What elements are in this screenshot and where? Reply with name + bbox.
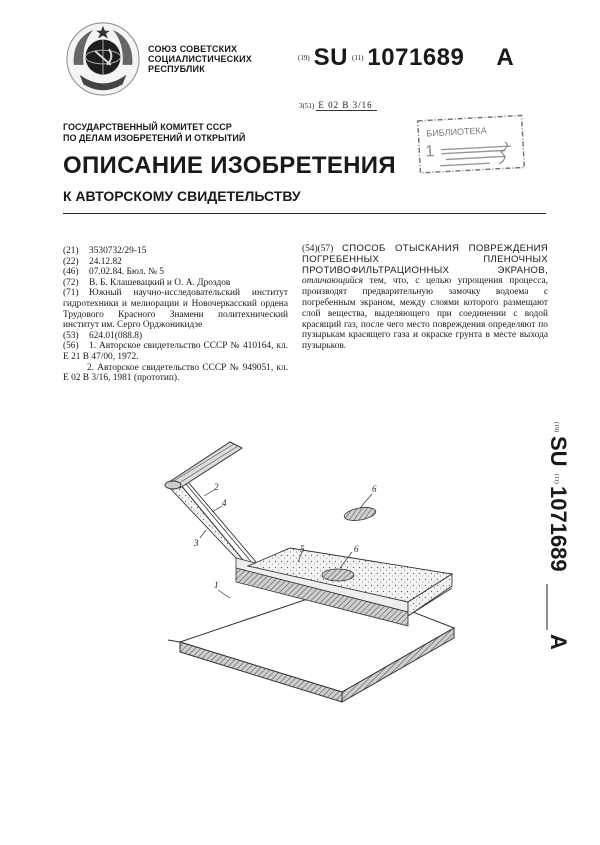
ussr-emblem-icon bbox=[64, 20, 142, 98]
biblio-code: (56) bbox=[63, 341, 79, 352]
bibliographic-data bbox=[63, 246, 288, 384]
library-stamp bbox=[415, 108, 533, 178]
abstract-body: тем, что, с целью упрощения процесса, производят предварительную замочку водоема с погребенным экраном, между слоями которого размещают слой вещества, выделяющего при соединении с водой красящий газ, после чего место повреждения определяют по пузырькам красящего газа и окраске грунта в месте выхода пузырьков. bbox=[302, 276, 548, 352]
biblio-text: 1. Авторское свидетельство СССР № 410164, кл. Е 21 В 47/00, 1972. bbox=[63, 341, 288, 362]
header-divider bbox=[63, 213, 546, 214]
biblio-text: В. Б. Клашевацкий и О. А. Дроздов bbox=[89, 277, 231, 288]
ipc-classification bbox=[299, 100, 377, 110]
biblio-text: Южный научно-исследовательский институт гидротехники и мелиорации и Новочеркасский ордена Трудового Красного Знамени политехнический институт им. Серго Орджоникидзе bbox=[63, 288, 288, 331]
figure-label: 6 bbox=[354, 544, 359, 554]
biblio-text: 24.12.82 bbox=[89, 256, 122, 267]
figure-label: 3 bbox=[194, 538, 199, 548]
biblio-code: (72) bbox=[63, 277, 79, 288]
biblio-row bbox=[63, 278, 288, 289]
biblio-code: (22) bbox=[63, 256, 79, 267]
biblio-text: 2. Авторское свидетельство СССР № 949051, кл. Е 02 В 3/16, 1981 (прототип). bbox=[63, 362, 288, 384]
abstract-title: СПОСОБ ОТЫСКАНИЯ ПОВРЕЖДЕНИЯ ПОГРЕБЕННЫХ ПЛЕНОЧНЫХ ПРОТИВОФИЛЬТРАЦИОННЫХ ЭКРАНОВ, bbox=[302, 243, 548, 276]
pub-code-11: (11) bbox=[352, 54, 364, 62]
publication-number bbox=[298, 44, 514, 72]
side-code-11: (11) bbox=[553, 474, 559, 484]
figure-label: 1 bbox=[214, 580, 219, 590]
abstract bbox=[302, 244, 548, 352]
side-kind: A bbox=[546, 634, 571, 650]
union-line: РЕСПУБЛИК bbox=[148, 64, 205, 74]
biblio-code: (53) bbox=[63, 330, 79, 341]
side-country: SU bbox=[546, 436, 571, 467]
committee bbox=[63, 122, 245, 144]
biblio-text: 3530732/29-15 bbox=[89, 246, 147, 256]
svg-text:1: 1 bbox=[424, 143, 435, 161]
biblio-text: 624.01(088.8) bbox=[89, 330, 143, 341]
biblio-row bbox=[63, 267, 288, 278]
technical-drawing bbox=[160, 440, 470, 710]
figure-label: 5 bbox=[300, 544, 305, 554]
biblio-row bbox=[63, 363, 288, 384]
committee-line: ПО ДЕЛАМ ИЗОБРЕТЕНИЙ И ОТКРЫТИЙ bbox=[63, 133, 246, 143]
figure-label: 6 bbox=[372, 484, 377, 494]
country-code: SU bbox=[313, 44, 349, 71]
side-code-19: (19) bbox=[553, 422, 559, 432]
pub-code-19: (19) bbox=[298, 54, 310, 62]
biblio-code: (46) bbox=[63, 267, 79, 278]
abstract-italic: отличающийся bbox=[302, 276, 363, 287]
ipc-value: E 02 B 3/16 bbox=[316, 100, 376, 111]
biblio-text: 07.02.84. Бюл. № 5 bbox=[89, 267, 164, 278]
ipc-code: 3(51) bbox=[299, 102, 315, 110]
stamp-text: БИБЛИОТЕКА bbox=[426, 125, 487, 139]
abstract-codes: (54)(57) bbox=[302, 244, 334, 254]
kind-code: A bbox=[496, 44, 515, 71]
committee-line: ГОСУДАРСТВЕННЫЙ КОМИТЕТ СССР bbox=[63, 122, 232, 132]
union-line: СОЮЗ СОВЕТСКИХ bbox=[148, 44, 238, 54]
document-title: ОПИСАНИЕ ИЗОБРЕТЕНИЯ bbox=[63, 152, 396, 179]
biblio-row bbox=[63, 257, 288, 268]
union-line: СОЦИАЛИСТИЧЕСКИХ bbox=[148, 54, 252, 64]
figure-label: 4 bbox=[222, 498, 227, 508]
document-subtitle: К АВТОРСКОМУ СВИДЕТЕЛЬСТВУ bbox=[63, 188, 301, 204]
patent-number: 1071689 bbox=[367, 44, 465, 71]
biblio-code: (71) bbox=[63, 288, 79, 299]
figure-label: 2 bbox=[214, 482, 219, 492]
biblio-row bbox=[63, 341, 288, 362]
side-number: 1071689 bbox=[546, 486, 571, 572]
biblio-code: (21) bbox=[63, 246, 79, 256]
biblio-row bbox=[63, 288, 288, 330]
union-name bbox=[148, 44, 252, 74]
biblio-row bbox=[63, 331, 288, 342]
side-patent-number bbox=[528, 420, 571, 670]
biblio-row bbox=[63, 246, 288, 257]
